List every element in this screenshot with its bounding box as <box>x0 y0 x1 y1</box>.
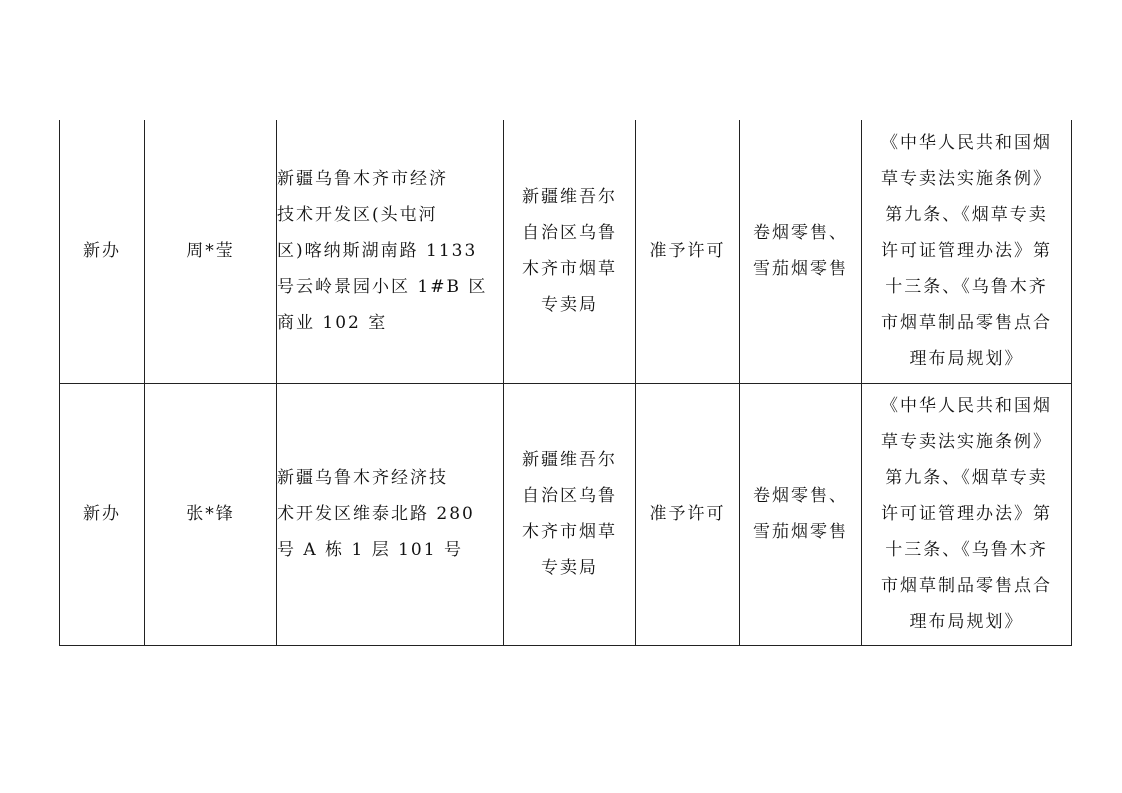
address-line: 号云岭景园小区 1#B 区 <box>277 277 488 298</box>
licensing-authority-cell <box>504 120 636 383</box>
table-row <box>60 383 1072 645</box>
scope-line: 卷烟零售、 <box>753 486 848 506</box>
basis-line: 《中华人民共和国烟 <box>881 133 1052 154</box>
license-records-table <box>59 120 1072 646</box>
basis-line: 第九条、《烟草专卖 <box>885 205 1048 226</box>
applicant-name-cell <box>145 383 277 645</box>
business-address-cell <box>277 120 504 383</box>
application-type: 新办 <box>83 241 121 262</box>
basis-line: 市烟草制品零售点合 <box>881 313 1052 334</box>
basis-line: 理布局规划》 <box>909 612 1024 632</box>
legal-basis-cell <box>862 120 1072 383</box>
basis-line: 第九条、《烟草专卖 <box>885 468 1048 488</box>
applicant-name: 周*莹 <box>186 241 235 262</box>
authority-line: 木齐市烟草 <box>522 522 617 542</box>
address-line: 术开发区维泰北路 280 <box>277 504 475 524</box>
scope-line: 卷烟零售、 <box>753 223 848 244</box>
application-type: 新办 <box>83 504 121 524</box>
authority-line: 自治区乌鲁 <box>522 486 617 506</box>
basis-line: 许可证管理办法》第 <box>881 504 1052 524</box>
business-address-cell <box>277 383 504 645</box>
scope-line: 雪茄烟零售 <box>753 259 848 280</box>
authority-line: 新疆维吾尔 <box>522 450 617 470</box>
address-line: 商业 102 室 <box>277 313 388 334</box>
authority-line: 木齐市烟草 <box>522 259 617 280</box>
authority-line: 专卖局 <box>541 295 598 316</box>
business-scope-cell <box>740 383 862 645</box>
basis-line: 市烟草制品零售点合 <box>881 576 1052 596</box>
authority-line: 新疆维吾尔 <box>522 187 617 208</box>
address-line: 新疆乌鲁木齐市经济 <box>277 169 448 190</box>
legal-basis-cell <box>862 383 1072 645</box>
applicant-name-cell <box>145 120 277 383</box>
basis-line: 草专卖法实施条例》 <box>881 169 1052 190</box>
basis-line: 十三条、《乌鲁木齐 <box>885 277 1048 298</box>
authority-line: 自治区乌鲁 <box>522 223 617 244</box>
address-line: 技术开发区(头屯河 <box>277 205 438 226</box>
address-line: 区)喀纳斯湖南路 1133 <box>277 241 478 262</box>
application-type-cell <box>60 120 145 383</box>
decision-result: 准予许可 <box>649 504 726 524</box>
business-scope-cell <box>740 120 862 383</box>
basis-line: 十三条、《乌鲁木齐 <box>885 540 1048 560</box>
authority-line: 专卖局 <box>541 558 598 578</box>
basis-line: 许可证管理办法》第 <box>881 241 1052 262</box>
licensing-authority-cell <box>504 383 636 645</box>
decision-result-cell <box>636 383 740 645</box>
scope-line: 雪茄烟零售 <box>753 522 848 542</box>
decision-result-cell <box>636 120 740 383</box>
application-type-cell <box>60 383 145 645</box>
basis-line: 草专卖法实施条例》 <box>881 432 1052 452</box>
basis-line: 理布局规划》 <box>909 349 1024 370</box>
table-row <box>60 120 1072 383</box>
basis-line: 《中华人民共和国烟 <box>881 396 1052 416</box>
applicant-name: 张*锋 <box>186 504 235 524</box>
address-line: 新疆乌鲁木齐经济技 <box>277 468 448 488</box>
decision-result: 准予许可 <box>649 241 726 262</box>
address-line: 号 A 栋 1 层 101 号 <box>277 540 463 560</box>
